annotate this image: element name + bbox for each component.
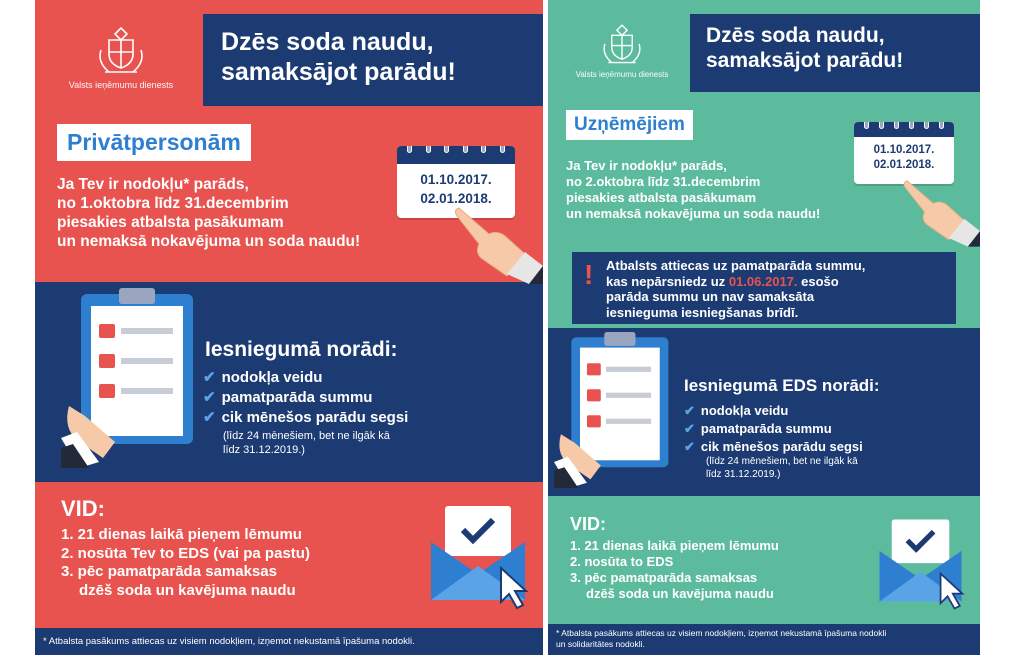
clipboard-icon xyxy=(61,288,211,468)
checkmark-icon: ✔ xyxy=(684,421,695,436)
list-item: ✔ cik mēnešos parādu segsi xyxy=(684,439,863,454)
notice-date: 01.06.2017. xyxy=(728,273,798,289)
vid-step: 1. 21 dienas laikā pieņem lēmumu xyxy=(570,538,779,553)
org-logo xyxy=(51,22,191,90)
checkmark-icon: ✔ xyxy=(684,403,695,418)
headline-line: samaksājot parādu! xyxy=(706,48,904,72)
calendar-icon xyxy=(854,122,954,184)
vid-title: VID: xyxy=(570,514,606,534)
intro-text xyxy=(57,176,360,252)
checkmark-icon: ✔ xyxy=(203,409,216,426)
list-item: ✔ pamatparāda summu xyxy=(684,421,832,436)
footnote: * Atbalsta pasākums attiecas uz visiem nodokļiem, izņemot nekustamā īpašuma nodokli un solidaritātes nodokli. xyxy=(556,628,887,650)
vid-step: dzēš soda un kavējuma naudu xyxy=(79,581,296,599)
vid-step: 2. nosūta to EDS xyxy=(570,554,674,570)
vid-step: 2. nosūta Tev to EDS (vai pa pastu) xyxy=(61,544,310,562)
vid-step: 3. pēc pamatparāda samaksas xyxy=(570,570,758,586)
intro-line: Ja Tev ir nodokļu* parāds, xyxy=(566,158,727,173)
list-title: Iesniegumā norādi: xyxy=(205,338,398,361)
vid-step: 1. 21 dienas laikā pieņem lēmumu xyxy=(61,526,302,543)
exclamation-icon: ! xyxy=(584,259,594,290)
list-item: ✔ nodokļa veidu xyxy=(684,403,789,418)
headline xyxy=(690,14,980,92)
poster-entrepreneurs xyxy=(548,0,980,655)
pointing-hand-icon xyxy=(453,204,543,284)
list-item: ✔ pamatparāda summu xyxy=(203,389,373,406)
org-logo xyxy=(562,20,682,79)
checkmark-icon: ✔ xyxy=(203,369,216,386)
calendar-date: 01.10.2017. xyxy=(873,144,935,156)
intro-line: Ja Tev ir nodokļu* parāds, xyxy=(57,176,249,193)
intro-line: piesakies atbalsta pasākumam xyxy=(57,213,284,231)
calendar-date: 02.01.2018. xyxy=(420,191,492,206)
envelope-icon xyxy=(427,502,537,612)
audience-label: Uzņēmējiem xyxy=(566,110,693,140)
headline-line: Dzēs soda naudu, xyxy=(221,28,434,56)
headline xyxy=(203,14,543,106)
headline-line: samaksājot parādu! xyxy=(221,57,456,86)
list-note: (līdz 24 mēnešiem, bet ne ilgāk kā līdz 31.12.2019.) xyxy=(223,430,390,456)
intro-text xyxy=(566,158,820,221)
vid-step: dzēš soda un kavējuma naudu xyxy=(586,586,774,602)
intro-line: piesakies atbalsta pasākumam xyxy=(566,189,757,205)
vid-steps xyxy=(570,538,779,602)
vid-title: VID: xyxy=(61,496,105,521)
org-name: Valsts ieņēmumu dienests xyxy=(68,80,174,90)
eligibility-notice: ! Atbalsts attiecas uz pamatparāda summu, kas nepārsniedz uz 01.06.2017. esošo parāda summu un nav samaksāta iesnieguma iesniegšanas brīdī. xyxy=(572,252,956,324)
pointing-hand-icon xyxy=(902,176,980,248)
list-item: ✔ nodokļa veidu xyxy=(203,369,323,386)
requirements-list xyxy=(203,368,408,428)
envelope-icon xyxy=(876,516,972,612)
coat-of-arms-icon xyxy=(598,20,646,66)
footnote: * Atbalsta pasākums attiecas uz visiem nodokļiem, izņemot nekustamā īpašuma nodokli. xyxy=(43,636,415,647)
coat-of-arms-icon xyxy=(93,22,149,76)
vid-steps xyxy=(61,526,310,600)
clipboard-icon xyxy=(554,330,684,490)
audience-label: Privātpersonām xyxy=(57,124,251,161)
intro-line: un nemaksā nokavējuma un soda naudu! xyxy=(57,232,361,250)
requirements-list xyxy=(684,402,863,456)
org-name: Valsts ieņēmumu dienests xyxy=(575,70,669,79)
checkmark-icon: ✔ xyxy=(684,439,695,454)
headline-line: Dzēs soda naudu, xyxy=(706,24,885,47)
list-note: (līdz 24 mēnešiem, bet ne ilgāk kā līdz 31.12.2019.) xyxy=(706,456,858,480)
list-item: ✔ cik mēnešos parādu segsi xyxy=(203,409,409,426)
calendar-date: 01.10.2017. xyxy=(420,172,492,187)
calendar-date: 02.01.2018. xyxy=(873,159,935,171)
poster-private-persons xyxy=(35,0,543,655)
intro-line: no 1.oktobra līdz 31.decembrim xyxy=(57,194,289,212)
list-title: Iesniegumā EDS norādi: xyxy=(684,376,880,395)
intro-line: un nemaksā nokavējuma un soda naudu! xyxy=(566,205,821,221)
intro-line: no 2.oktobra līdz 31.decembrim xyxy=(566,173,761,189)
vid-step: 3. pēc pamatparāda samaksas xyxy=(61,563,277,581)
checkmark-icon: ✔ xyxy=(203,389,216,406)
